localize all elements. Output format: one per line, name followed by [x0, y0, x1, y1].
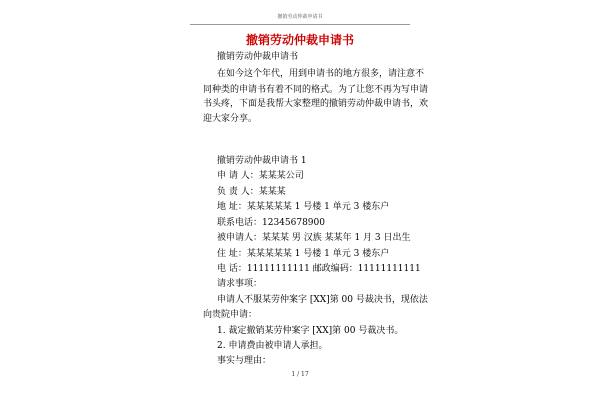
- intro-heading: 撤销劳动仲裁申请书: [217, 52, 299, 62]
- request-item: 1. 裁定撤销某劳仲案字 [XX]第 00 号裁决书。: [217, 326, 404, 336]
- section-heading: 撤销劳动仲裁申请书 1: [217, 156, 307, 166]
- applicant-line: 申 请 人：某某某公司: [217, 171, 304, 181]
- document-title: 撤销劳动仲裁申请书: [245, 33, 354, 47]
- running-title: 撤销劳动仲裁申请书: [277, 14, 323, 20]
- address-line: 地 址：某某某某某 1 号楼 1 单元 3 楼东户: [217, 202, 390, 212]
- respondent-line: 被申请人：某某某 男 汉族 某某年 1 月 3 日出生: [217, 233, 411, 243]
- phone-line: 联系电话：12345678900: [217, 218, 325, 228]
- residence-line: 住 址：某某某某某 1 号楼 1 单元 3 楼东户: [217, 249, 390, 259]
- request-heading: 请求事项：: [217, 279, 263, 289]
- responsible-person-line: 负 责 人：某某某: [217, 187, 286, 197]
- intro-paragraph-line: 同种类的申请书有着不同的格式。为了让您不再为写申请: [203, 85, 429, 95]
- request-line: 向贵院申请：: [203, 310, 258, 320]
- page-indicator: 1 / 17: [291, 371, 309, 378]
- request-item: 2. 申请费由被申请人承担。: [217, 341, 328, 351]
- header-divider: [190, 24, 410, 25]
- intro-paragraph-line: 在如今这个年代，用到申请书的地方很多，请注意不: [217, 69, 425, 79]
- intro-paragraph-line: 迎大家分享。: [203, 114, 258, 124]
- request-line: 申请人不服某劳仲案字 [XX]第 00 号裁决书，现依法: [217, 295, 428, 305]
- facts-heading: 事实与理由：: [217, 356, 272, 366]
- intro-paragraph-line: 书头疼，下面是我帮大家整理的撤销劳动仲裁申请书，欢: [203, 99, 429, 109]
- contact-line: 电 话：11111111111 邮政编码：11111111111: [217, 264, 421, 274]
